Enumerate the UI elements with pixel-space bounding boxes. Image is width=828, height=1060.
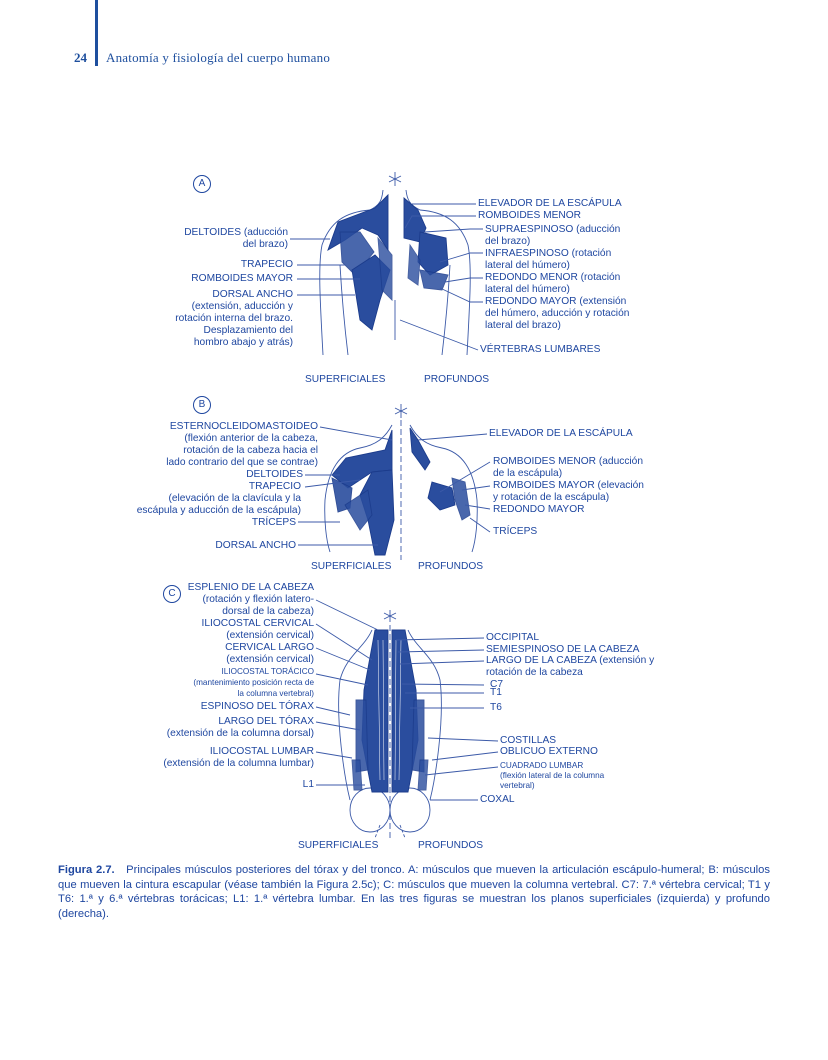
label-t1: T1 xyxy=(490,687,502,698)
label-ecm-desc-1: (flexión anterior de la cabeza, xyxy=(184,433,318,444)
label-deltoides-b: DELTOIDES xyxy=(246,469,303,480)
label-esplenio-desc-2: dorsal de la cabeza) xyxy=(222,606,314,617)
label-esplenio-cabeza: ESPLENIO DE LA CABEZA xyxy=(187,582,314,593)
label-esplenio-desc-1: (rotación y flexión latero- xyxy=(202,594,314,605)
label-redondo-menor: REDONDO MENOR (rotación xyxy=(485,272,621,283)
label-iliocostal-lumbar-desc: (extensión de la columna lumbar) xyxy=(163,758,314,769)
label-infraespinoso-desc: lateral del húmero) xyxy=(485,260,570,271)
label-romboides-menor-a: ROMBOIDES MENOR xyxy=(478,210,582,221)
page-number: 24 xyxy=(74,50,87,65)
label-superficiales-c: SUPERFICIALES xyxy=(298,840,379,851)
label-trapecio-b: TRAPECIO xyxy=(248,481,301,492)
label-occipital: OCCIPITAL xyxy=(486,632,540,643)
label-cervical-largo-desc: (extensión cervical) xyxy=(226,654,314,665)
label-cuadrado-lumbar-desc-2: vertebral) xyxy=(500,781,535,790)
label-romboides-menor-b-desc: de la escápula) xyxy=(493,468,563,479)
label-dorsal-desc-1: (extensión, aducción y xyxy=(191,301,293,312)
label-semiespinoso-cabeza: SEMIESPINOSO DE LA CABEZA xyxy=(486,644,640,655)
label-deltoides-a-desc: del brazo) xyxy=(242,239,288,250)
label-superficiales-b: SUPERFICIALES xyxy=(311,561,392,572)
label-dorsal-desc-2: rotación interna del brazo. xyxy=(175,313,293,324)
label-elevador-escapula-b: ELEVADOR DE LA ESCÁPULA xyxy=(489,428,633,439)
label-vertebras-lumbares: VÉRTEBRAS LUMBARES xyxy=(480,344,601,355)
label-elevador-escapula-a: ELEVADOR DE LA ESCÁPULA xyxy=(478,198,622,209)
label-romboides-mayor-a: ROMBOIDES MAYOR xyxy=(191,273,293,284)
label-oblicuo-externo: OBLICUO EXTERNO xyxy=(500,746,598,757)
label-deltoides-a: DELTOIDES (aducción xyxy=(184,227,288,238)
label-iliocostal-toracico-desc-1: (mantenimiento posición recta de xyxy=(193,678,314,687)
label-redondo-menor-desc: lateral del húmero) xyxy=(485,284,570,295)
label-romboides-mayor-b-desc: y rotación de la escápula) xyxy=(493,492,610,503)
label-esternocleidomastoideo: ESTERNOCLEIDOMASTOIDEO xyxy=(169,421,318,432)
label-largo-torax-desc: (extensión de la columna dorsal) xyxy=(166,728,314,739)
figure-caption xyxy=(58,863,770,921)
label-ecm-desc-2: rotación de la cabeza hacia el xyxy=(183,445,318,456)
label-c7: C7 xyxy=(490,679,504,690)
running-title: Anatomía y fisiología del cuerpo humano xyxy=(106,50,331,65)
label-largo-torax: LARGO DEL TÓRAX xyxy=(218,716,314,727)
label-largo-cabeza: LARGO DE LA CABEZA (extensión y xyxy=(486,655,655,666)
label-t6: T6 xyxy=(490,702,502,713)
label-trapecio-a: TRAPECIO xyxy=(240,259,293,270)
label-iliocostal-toracico-desc-2: la columna vertebral) xyxy=(237,689,314,698)
label-iliocostal-lumbar: ILIOCOSTAL LUMBAR xyxy=(209,746,314,757)
label-iliocostal-cervical: ILIOCOSTAL CERVICAL xyxy=(201,618,314,629)
panel-b-marker: B xyxy=(193,396,211,414)
label-profundos-a: PROFUNDOS xyxy=(424,374,490,385)
label-triceps-b-right: TRÍCEPS xyxy=(493,526,538,537)
label-profundos-c: PROFUNDOS xyxy=(418,840,484,851)
label-cuadrado-lumbar: CUADRADO LUMBAR xyxy=(500,761,584,770)
label-dorsal-desc-3: Desplazamiento del xyxy=(203,325,293,336)
label-iliocostal-cervical-desc: (extensión cervical) xyxy=(226,630,314,641)
label-trapecio-b-desc-1: (elevación de la clavícula y la xyxy=(168,493,301,504)
panel-a-muscles xyxy=(328,195,448,330)
label-costillas: COSTILLAS xyxy=(500,735,557,746)
label-supraespinoso: SUPRAESPINOSO (aducción xyxy=(485,224,621,235)
label-iliocostal-toracico: ILIOCOSTAL TORÁCICO xyxy=(221,667,314,676)
panel-a-marker: A xyxy=(193,175,211,193)
panel-c-body xyxy=(339,610,442,840)
label-coxal: COXAL xyxy=(480,794,515,805)
label-redondo-mayor-b: REDONDO MAYOR xyxy=(493,504,585,515)
label-supraespinoso-desc: del brazo) xyxy=(485,236,531,247)
label-dorsal-ancho-b: DORSAL ANCHO xyxy=(215,540,296,551)
label-ecm-desc-3: lado contrario del que se contrae) xyxy=(166,457,318,468)
label-profundos-b: PROFUNDOS xyxy=(418,561,484,572)
label-redondo-mayor-desc-2: lateral del brazo) xyxy=(485,320,561,331)
figure-caption-label: Figura 2.7. xyxy=(58,864,115,876)
label-superficiales-a: SUPERFICIALES xyxy=(305,374,386,385)
label-dorsal-desc-4: hombro abajo y atrás) xyxy=(193,337,293,348)
label-trapecio-b-desc-2: escápula y aducción de la escápula) xyxy=(136,505,301,516)
label-romboides-menor-b: ROMBOIDES MENOR (aducción xyxy=(493,456,644,467)
label-espinoso-torax: ESPINOSO DEL TÓRAX xyxy=(200,701,314,712)
label-infraespinoso: INFRAESPINOSO (rotación xyxy=(485,248,612,259)
label-redondo-mayor-a: REDONDO MAYOR (extensión xyxy=(485,296,627,307)
label-l1: L1 xyxy=(302,779,314,790)
label-redondo-mayor-desc-1: del húmero, aducción y rotación xyxy=(485,308,630,319)
figure-caption-text: Principales músculos posteriores del tórax y del tronco. A: músculos que mueven la articulación escápulo-humeral; B: músculos que mueven la cintura escapular (véase también la Figura 2.5c); C: músculos que mueven la columna vertebral. C7: 7.ª vértebra cervical; T1 y T6: 1.ª y 6.ª vértebras torácicas; L1: 1.ª vértebra lumbar. En las tres figuras se muestran los planos superficiales (izquierda) y profundo (derecha). xyxy=(58,864,770,920)
label-cuadrado-lumbar-desc-1: (flexión lateral de la columna xyxy=(500,771,605,780)
label-largo-cabeza-desc: rotación de la cabeza xyxy=(486,667,583,678)
label-dorsal-ancho-a: DORSAL ANCHO xyxy=(212,289,293,300)
panel-c-marker: C xyxy=(163,585,181,603)
label-cervical-largo: CERVICAL LARGO xyxy=(225,642,314,653)
label-triceps-b-left: TRÍCEPS xyxy=(251,517,296,528)
label-romboides-mayor-b: ROMBOIDES MAYOR (elevación xyxy=(493,480,644,491)
